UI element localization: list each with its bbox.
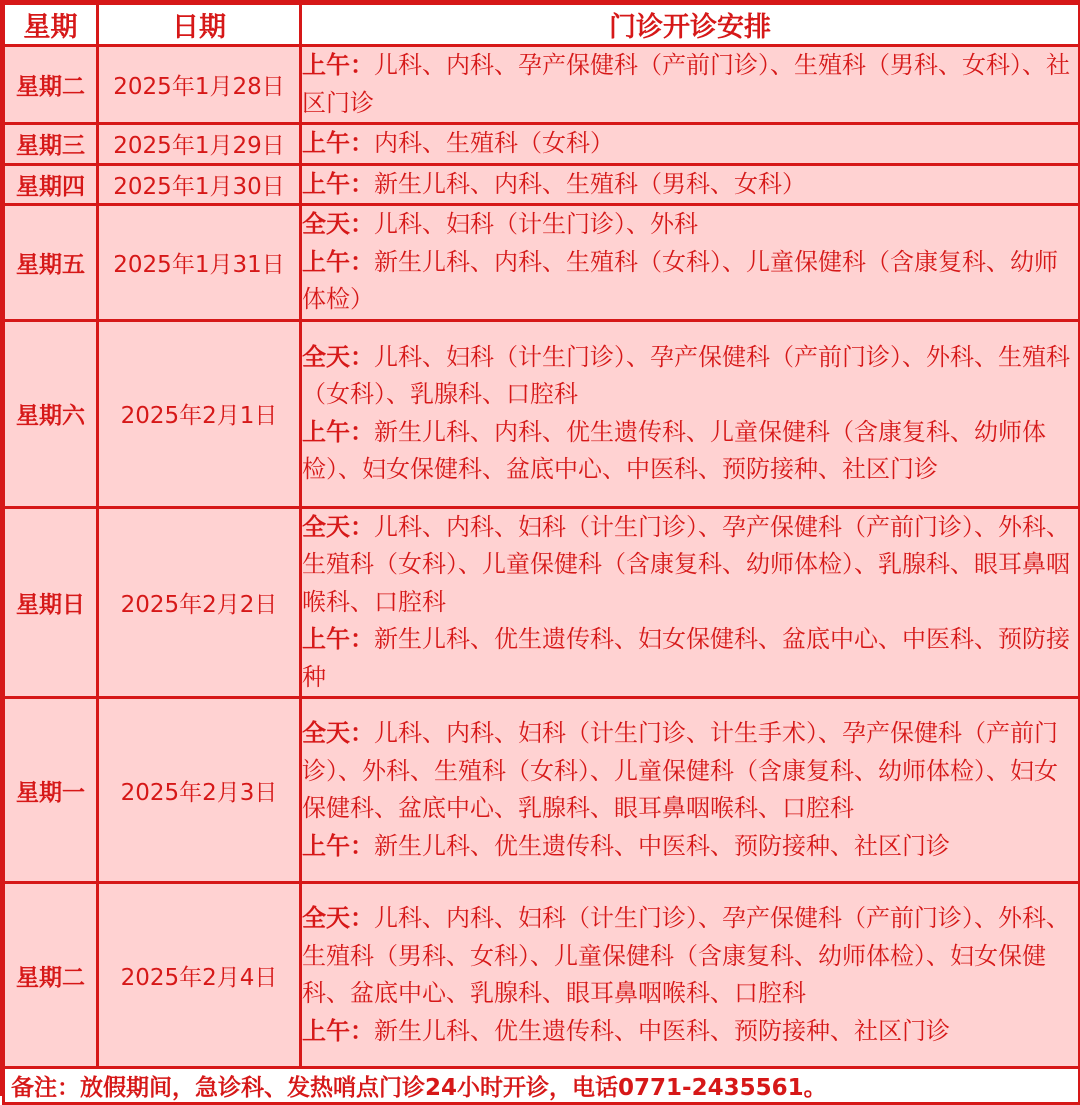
morning-departments: 新生儿科、优生遗传科、妇女保健科、盆底中心、中医科、预防接种 <box>302 625 1070 691</box>
morning-line <box>302 166 1078 204</box>
morning-departments: 内科、生殖科（女科） <box>374 129 614 157</box>
table-row <box>4 164 1080 205</box>
allday-departments: 儿科、妇科（计生门诊）、孕产保健科（产前门诊）、外科、生殖科（女科）、乳腺科、口腔科 <box>302 342 1070 408</box>
header-row <box>4 4 1080 46</box>
allday-departments: 儿科、妇科（计生门诊）、外科 <box>374 210 698 238</box>
allday-departments: 儿科、内科、妇科（计生门诊）、孕产保健科（产前门诊）、外科、生殖科（女科）、儿童保健科（含康复科、幼师体检）、乳腺科、眼耳鼻咽喉科、口腔科 <box>302 512 1070 616</box>
arrangement-cell <box>301 883 1080 1068</box>
morning-departments: 新生儿科、内科、优生遗传科、儿童保健科（含康复科、幼师体检）、妇女保健科、盆底中心、中医科、预防接种、社区门诊 <box>302 417 1046 483</box>
allday-departments: 儿科、内科、妇科（计生门诊）、孕产保健科（产前门诊）、外科、生殖科（男科、女科）、儿童保健科（含康复科、幼师体检）、妇女保健科、盆底中心、乳腺科、眼耳鼻咽喉科、口腔科 <box>302 904 1070 1007</box>
schedule-grid <box>2 2 1080 1105</box>
morning-departments: 新生儿科、内科、生殖科（女科）、儿童保健科（含康复科、幼师体检） <box>302 247 1058 313</box>
table-row <box>4 46 1080 124</box>
date-cell: 2025年2月4日 <box>98 883 301 1068</box>
morning-label: 上午： <box>302 831 374 860</box>
morning-departments: 新生儿科、优生遗传科、中医科、预防接种、社区门诊 <box>374 1016 950 1045</box>
allday-label: 全天： <box>302 512 374 541</box>
date-cell: 2025年1月28日 <box>98 46 301 124</box>
date-cell: 2025年2月2日 <box>98 507 301 698</box>
table-row <box>4 698 1080 883</box>
allday-label: 全天： <box>302 904 374 932</box>
morning-departments: 新生儿科、内科、生殖科（男科、女科） <box>374 169 806 198</box>
allday-departments: 儿科、内科、妇科（计生门诊、计生手术）、孕产保健科（产前门诊）、外科、生殖科（女科）、儿童保健科（含康复科、幼师体检）、妇女保健科、盆底中心、乳腺科、眼耳鼻咽喉科、口腔科 <box>302 719 1058 822</box>
morning-label: 上午： <box>302 129 374 157</box>
morning-line <box>302 1013 1078 1051</box>
date-cell: 2025年2月1日 <box>98 320 301 507</box>
date-cell: 2025年1月29日 <box>98 124 301 165</box>
table-row <box>4 320 1080 507</box>
weekday-cell: 星期三 <box>4 124 98 165</box>
weekday-cell: 星期二 <box>4 883 98 1068</box>
arrangement-cell <box>301 205 1080 321</box>
morning-label: 上午： <box>302 51 374 79</box>
arrangement-cell <box>301 124 1080 165</box>
morning-label: 上午： <box>302 625 374 653</box>
morning-departments: 儿科、内科、孕产保健科（产前门诊）、生殖科（男科、女科）、社区门诊 <box>302 51 1070 117</box>
morning-label: 上午： <box>302 247 374 276</box>
morning-line <box>302 414 1078 489</box>
morning-label: 上午： <box>302 417 374 446</box>
date-cell: 2025年1月30日 <box>98 164 301 205</box>
morning-line <box>302 47 1078 122</box>
weekday-cell: 星期四 <box>4 164 98 205</box>
date-cell: 2025年1月31日 <box>98 205 301 321</box>
allday-line <box>302 206 1078 244</box>
morning-label: 上午： <box>302 1016 374 1045</box>
table-row <box>4 507 1080 698</box>
morning-line <box>302 244 1078 319</box>
weekday-cell: 星期六 <box>4 320 98 507</box>
arrangement-cell <box>301 164 1080 205</box>
morning-line <box>302 828 1078 866</box>
table-row <box>4 205 1080 321</box>
header-weekday: 星期 <box>4 4 98 46</box>
morning-departments: 新生儿科、优生遗传科、中医科、预防接种、社区门诊 <box>374 831 950 860</box>
arrangement-cell <box>301 46 1080 124</box>
note-text: 备注：放假期间，急诊科、发热哨点门诊24小时开诊，电话0771-2435561。 <box>4 1068 1080 1104</box>
weekday-cell: 星期二 <box>4 46 98 124</box>
morning-label: 上午： <box>302 169 374 198</box>
allday-line <box>302 339 1078 414</box>
weekday-cell: 星期一 <box>4 698 98 883</box>
arrangement-cell <box>301 320 1080 507</box>
morning-line <box>302 125 1078 163</box>
arrangement-cell <box>301 507 1080 698</box>
header-arrangement: 门诊开诊安排 <box>301 4 1080 46</box>
note-row <box>4 1068 1080 1104</box>
arrangement-cell <box>301 698 1080 883</box>
header-date: 日期 <box>98 4 301 46</box>
allday-label: 全天： <box>302 342 374 371</box>
allday-label: 全天： <box>302 210 374 238</box>
allday-line <box>302 715 1078 828</box>
table-row <box>4 124 1080 165</box>
weekday-cell: 星期日 <box>4 507 98 698</box>
allday-line <box>302 509 1078 622</box>
weekday-cell: 星期五 <box>4 205 98 321</box>
morning-line <box>302 621 1078 696</box>
allday-line <box>302 900 1078 1013</box>
allday-label: 全天： <box>302 719 374 747</box>
date-cell: 2025年2月3日 <box>98 698 301 883</box>
table-row <box>4 883 1080 1068</box>
